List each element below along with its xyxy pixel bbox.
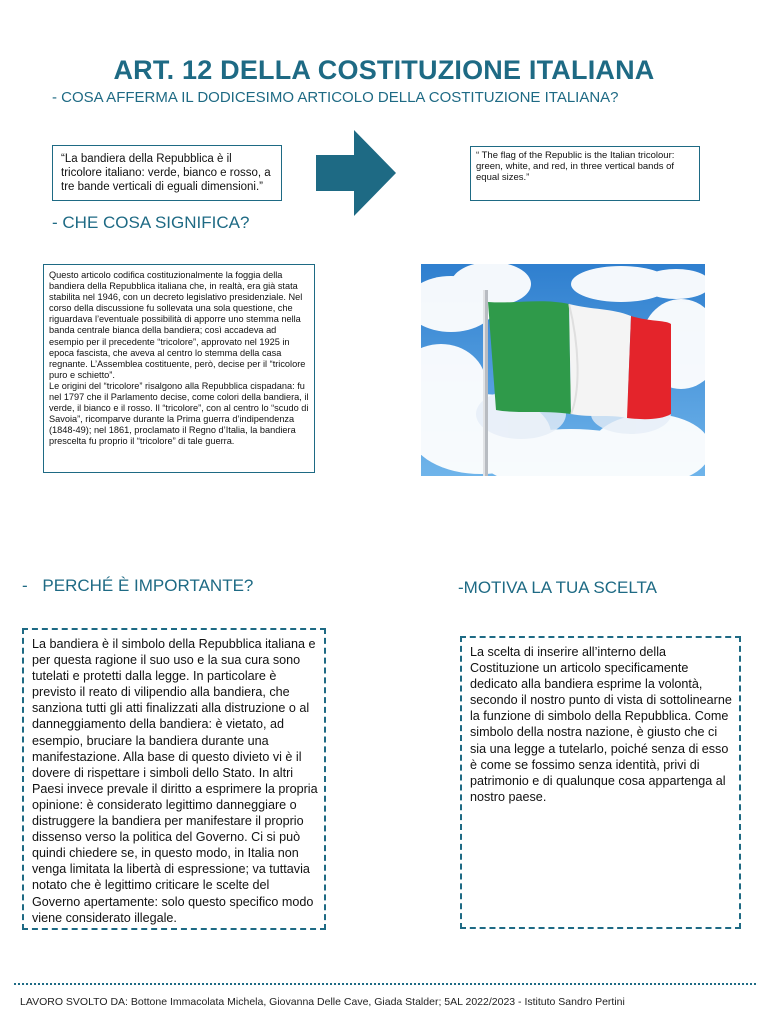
meaning-paragraph-2: Le origini del “tricolore” risalgono alla Repubblica cispadana: fu nel 1797 che il Parlamento decise, come colori della bandiera, il verde, il bianco e il rosso. Il “tricolore”, con al centro lo “scudo di Savoia”, ricomparve durante la Prima guerra d’indipendenza (1848-49); nel 1861, proclamato il Regno d’Italia, la bandiera prescelta fu proprio il “tricolore” di tale guerra. [49,380,309,447]
meaning-paragraph-1: Questo articolo codifica costituzionalmente la foggia della bandiera della Repubblica italiana che, in realtà, era già stata stabilita nel 1946, con un decreto legislativo presidenziale. Nel corso della discussione fu sollevata una sola questione, che riguardava l’eventuale possibilità di apporre uno stemma nella banda centrale bianca della bandiera; così accadeva ad esempio per il precedente “tricolore”, approvato nel 1925 in epoca fascista, che aveva al centro lo stemma della casa regnante. L’Assemblea costituente, però, decise per il “tricolore puro e schietto”. [49,270,306,380]
choice-text-box: La scelta di inserire all’interno della Costituzione un articolo specificamente dedicato alla bandiera esprime la volontà, secondo il nostro punto di vista di sottolinearne la funzione di simbolo della Repubblica. Come simbolo della nostra nazione, è giusto che ci sia una legge a tutelarlo, poiché senza di esso è come se fossimo senza identità, privi di patrimonio e di qualunque cosa appartenga al nostro paese. [460,636,741,929]
section-heading-meaning: - CHE COSA SIGNIFICA? [52,213,250,232]
section-heading-important [22,576,312,596]
heading-dash: - [22,576,28,595]
italian-flag-photo [421,264,705,476]
right-arrow-icon [316,130,396,216]
footer-credits: LAVORO SVOLTO DA: Bottone Immacolata Michela, Giovanna Delle Cave, Giada Stalder; 5AL 2022/2023 - Istituto Sandro Pertini [20,996,625,1008]
section-heading-choice: -MOTIVA LA TUA SCELTA [458,578,658,597]
meaning-text-box [43,264,315,473]
page-title: ART. 12 DELLA COSTITUZIONE ITALIANA [113,55,655,85]
heading-important-label: PERCHÉ È IMPORTANTE? [42,576,254,595]
page-subtitle: - COSA AFFERMA IL DODICESIMO ARTICOLO DELLA COSTITUZIONE ITALIANA? [52,89,619,106]
quote-italian: “La bandiera della Repubblica è il tricolore italiano: verde, bianco e rosso, a tre bande verticali di eguali dimensioni.” [52,145,282,201]
footer-divider [14,983,756,985]
quote-english: “ The flag of the Republic is the Italian tricolour: green, white, and red, in three vertical bands of equal sizes.” [470,146,700,201]
important-text-box: La bandiera è il simbolo della Repubblica italiana e per questa ragione il suo uso e la sua cura sono tutelati e protetti dalla legge. In particolare è previsto il reato di vilipendio alla bandiera, che sanziona tutti gli atti finalizzati alla distruzione o al danneggiamento della bandiera: è vietato, ad esempio, bruciare la bandiera durante una manifestazione. Alla base di questo divieto vi è il dovere di rispettare i simboli dello Stato. In altri Paesi invece prevale il diritto a esprimere la propria opinione: è considerato legittimo danneggiare o distruggere la bandiera per manifestare il proprio dissenso verso la politica del Governo. Ci si può quindi chiedere se, in questo modo, in Italia non venga limitata la libertà di espressione; va tuttavia notato che è legittimo criticare le scelte del Governo apertamente: solo questo specifico modo viene considerato illegale. [22,628,326,930]
